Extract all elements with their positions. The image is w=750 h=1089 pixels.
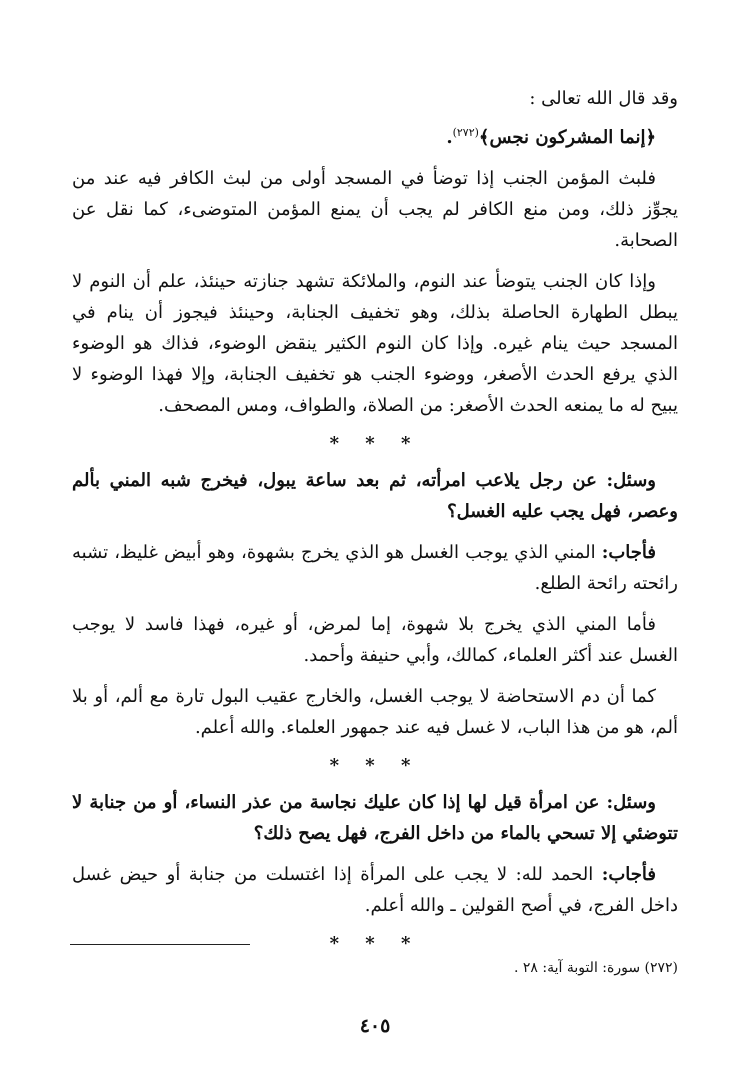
- quran-verse: [72, 118, 678, 153]
- answer-2: [72, 859, 678, 921]
- verse-text: ﴿إنما المشركون نجس﴾: [478, 127, 656, 148]
- page-number: ٤٠٥: [359, 1015, 391, 1037]
- footnote: (٢٧٢) سورة: التوبة آية: ٢٨ .: [513, 960, 678, 976]
- section-separator: * * *: [329, 755, 421, 776]
- intro-line: وقد قال الله تعالى :: [529, 88, 678, 109]
- footnote-divider: [70, 944, 250, 945]
- paragraph-1: [72, 163, 678, 256]
- paragraph-text: وإذا كان الجنب يتوضأ عند النوم، والملائكة تشهد جنازته حينئذ، علم أن النوم لا يبطل الطهارة الحاصلة بذلك، وهو تخفيف الجنابة، وحينئذ فيجوز أن ينام في المسجد حيث ينام غيره. وإذا كان النوم الكثير ينقض الوضوء، فذاك هو الوضوء الذي يرفع الحدث الأصغر، ووضوء الجنب هو تخفيف الجنابة، وإلا فهذا الوضوء لا يبيح له ما يمنعه الحدث الأصغر: من الصلاة، والطواف، ومس المصحف.: [72, 271, 678, 416]
- verse-footnote-ref: (٢٧٢): [452, 126, 479, 139]
- section-separator: * * *: [329, 933, 421, 954]
- question-text: وسئل: عن رجل يلاعب امرأته، ثم بعد ساعة يبول، فيخرج شبه المني بألم وعصر، فهل يجب عليه الغسل؟: [72, 470, 678, 522]
- paragraph-text: فأما المني الذي يخرج بلا شهوة، إما لمرض، أو غيره، فهذا فاسد لا يوجب الغسل عند أكثر العلماء، كمالك، وأبي حنيفة وأحمد.: [72, 614, 678, 666]
- answer-body: الحمد لله: لا يجب على المرأة إذا اغتسلت من جنابة أو حيض غسل داخل الفرج، في أصح القولين ـ والله أعلم.: [72, 864, 678, 916]
- question-2: [72, 787, 678, 849]
- section-separator: * * *: [329, 433, 421, 454]
- verse-end: .: [446, 127, 453, 148]
- answer-lead: فأجاب:: [601, 542, 656, 563]
- paragraph-text: كما أن دم الاستحاضة لا يوجب الغسل، والخارج عقيب البول تارة مع ألم، أو بلا ألم، هو من هذا الباب، لا غسل فيه عند جمهور العلماء. والله أعلم.: [72, 686, 678, 738]
- paragraph-text: فلبث المؤمن الجنب إذا توضأ في المسجد أولى من لبث الكافر فيه عند من يجوِّز ذلك، ومن منع الكافر لم يجب أن يمنع المؤمن المتوضىء، كما نقل عن الصحابة.: [72, 168, 678, 251]
- question-text: وسئل: عن امرأة قيل لها إذا كان عليك نجاسة من عذر النساء، أو من جنابة لا تتوضئي إلا تسحي بالماء من داخل الفرج، فهل يصح ذلك؟: [72, 792, 678, 844]
- answer-lead: فأجاب:: [601, 864, 656, 885]
- question-1: [72, 465, 678, 527]
- answer-body: المني الذي يوجب الغسل هو الذي يخرج بشهوة، وهو أبيض غليظ، تشبه رائحته رائحة الطلع.: [72, 542, 678, 594]
- paragraph-2: [72, 266, 678, 421]
- answer-text: [72, 537, 678, 599]
- answer-text: [72, 859, 678, 921]
- answer-1: [72, 537, 678, 599]
- answer-1-paragraph-3: [72, 681, 678, 743]
- answer-1-paragraph-2: [72, 609, 678, 671]
